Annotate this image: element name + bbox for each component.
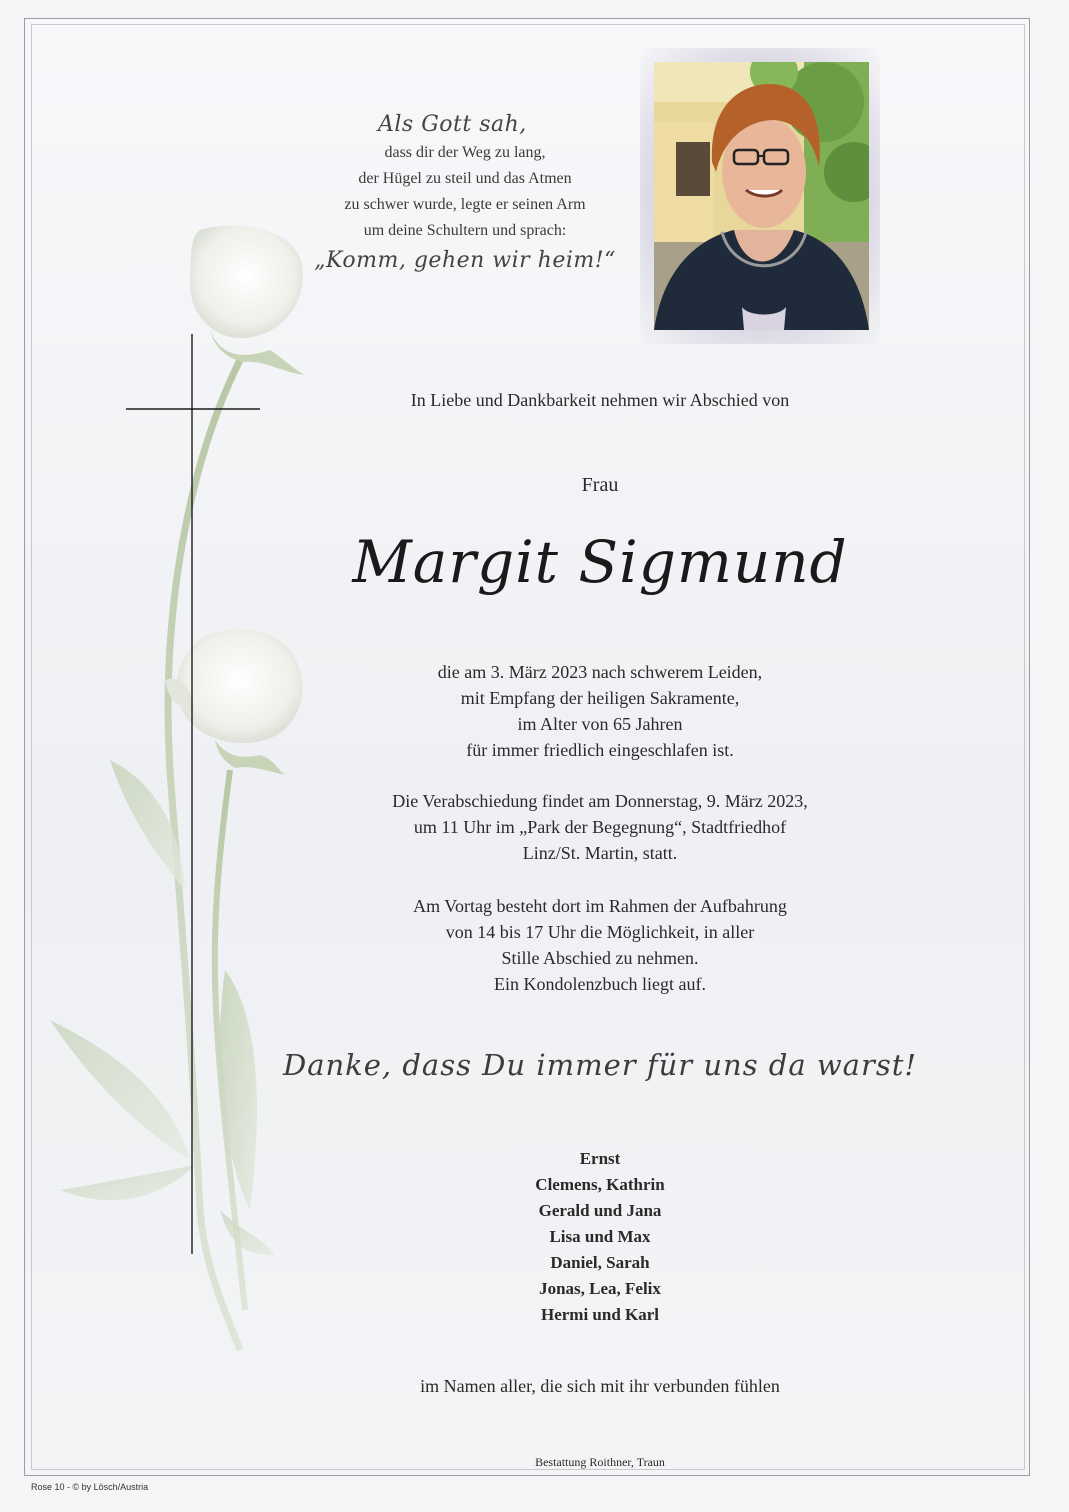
farewell-line: um 11 Uhr im „Park der Begegnung“, Stadtfriedhof [413, 817, 787, 837]
viewing-line: von 14 bis 17 Uhr die Möglichkeit, in aller [445, 922, 755, 942]
viewing-line: Stille Abschied zu nehmen. [501, 948, 699, 968]
portrait-photo [654, 62, 869, 330]
death-notice [300, 659, 900, 763]
mourner-name: Clemens, Kathrin [535, 1175, 665, 1194]
poem-opening: Als Gott sah, [378, 112, 527, 137]
intro-line: In Liebe und Dankbarkeit nehmen wir Abschied von [410, 390, 790, 410]
salutation: Frau [581, 474, 619, 496]
thanks-line: Danke, dass Du immer für uns da warst! [282, 1048, 918, 1082]
farewell-line: Die Verabschiedung findet am Donnerstag, 9. März 2023, [392, 791, 808, 811]
death-notice-line: die am 3. März 2023 nach schwerem Leiden, [437, 662, 763, 682]
death-notice-line: im Alter von 65 Jahren [517, 714, 683, 734]
funeral-home: Bestattung Roithner, Traun [535, 1455, 665, 1469]
farewell-info [300, 788, 900, 866]
poem-line: dass dir der Weg zu lang, [384, 144, 546, 161]
viewing-info [300, 893, 900, 997]
poem-line: zu schwer wurde, legte er seinen Arm [344, 196, 586, 213]
farewell-line: Linz/St. Martin, statt. [522, 843, 678, 863]
mourner-name: Lisa und Max [549, 1227, 651, 1246]
viewing-line: Am Vortag besteht dort im Rahmen der Aufbahrung [413, 896, 787, 916]
template-credit: Rose 10 - © by Lösch/Austria [31, 1482, 149, 1492]
cross-symbol [0, 0, 300, 1300]
deceased-name: Margit Sigmund [352, 528, 848, 596]
mourner-name: Gerald und Jana [538, 1201, 662, 1220]
poem-line: der Hügel zu steil und das Atmen [358, 170, 572, 187]
poem-closing: „Komm, gehen wir heim!“ [314, 248, 616, 273]
poem-line: um deine Schultern und sprach: [363, 222, 567, 239]
mourner-name: Jonas, Lea, Felix [539, 1279, 661, 1298]
mourner-name: Ernst [579, 1149, 621, 1168]
poem [290, 112, 640, 274]
mourner-name: Hermi und Karl [540, 1305, 660, 1324]
mourners-list [400, 1146, 800, 1328]
closing-line: im Namen aller, die sich mit ihr verbunden fühlen [420, 1376, 780, 1396]
death-notice-line: für immer friedlich eingeschlafen ist. [466, 740, 734, 760]
death-notice-line: mit Empfang der heiligen Sakramente, [460, 688, 740, 708]
mourner-name: Daniel, Sarah [550, 1253, 650, 1272]
viewing-line: Ein Kondolenzbuch liegt auf. [494, 974, 706, 994]
portrait-frame [640, 48, 880, 344]
